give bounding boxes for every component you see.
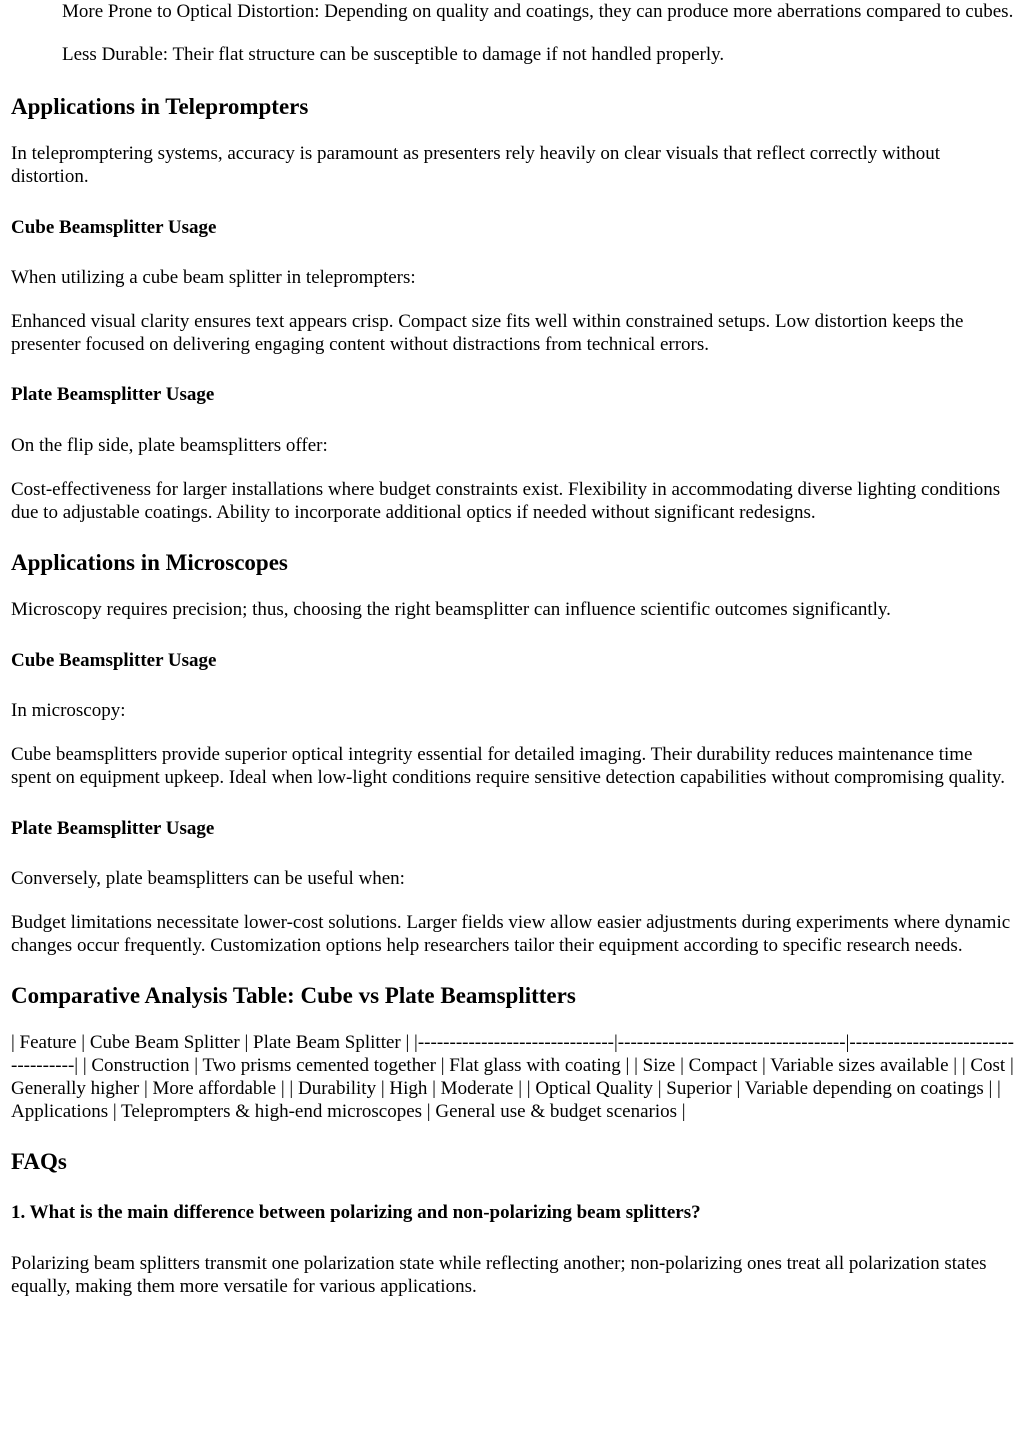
paragraph: When utilizing a cube beam splitter in teleprompters: <box>11 267 416 288</box>
subheading-cube-usage: Cube Beamsplitter Usage <box>11 650 217 671</box>
subheading-plate-usage: Plate Beamsplitter Usage <box>11 818 215 839</box>
faq-question: 1. What is the main difference between polarizing and non-polarizing beam splitters? <box>11 1202 701 1223</box>
paragraph: Cost-effectiveness for larger installations where budget constraints exist. Flexibility in accommodating diverse lighting conditions due to adjustable coatings. Ability to incorporate additional optics if needed without significant redesigns. <box>11 479 1001 523</box>
intro-list <box>62 0 1014 66</box>
paragraph: On the flip side, plate beamsplitters offer: <box>11 435 328 456</box>
comparison-table-text: | Feature | Cube Beam Splitter | Plate Beam Splitter | |-------------------------------|------------------------------------|------------------------------------| | Construction | Two prisms cemented together | Flat glass with coating | | Size | Compact | Variable sizes available | | Cost | Generally higher | More affordable | | Durability | High | Moderate | | Optical Quality | Superior | Variable depending on coatings | | Applications | Teleprompters & high-end microscopes | General use & budget scenarios | <box>11 1032 1014 1122</box>
subheading-plate-usage: Plate Beamsplitter Usage <box>11 384 215 405</box>
paragraph: Microscopy requires precision; thus, choosing the right beamsplitter can influence scientific outcomes significantly. <box>11 599 891 620</box>
paragraph: In microscopy: <box>11 700 126 721</box>
paragraph: Budget limitations necessitate lower-cost solutions. Larger fields view allow easier adjustments during experiments where dynamic changes occur frequently. Customization options help researchers tailor their equipment according to specific research needs. <box>11 912 1011 956</box>
list-item: More Prone to Optical Distortion: Depending on quality and coatings, they can produce more aberrations compared to cubes. <box>62 1 1014 22</box>
paragraph: Enhanced visual clarity ensures text appears crisp. Compact size fits well within constrained setups. Low distortion keeps the presenter focused on delivering engaging content without distractions from technical errors. <box>11 311 964 355</box>
section-heading-microscopes: Applications in Microscopes <box>11 550 288 575</box>
section-heading-teleprompters: Applications in Teleprompters <box>11 94 309 119</box>
paragraph: Conversely, plate beamsplitters can be useful when: <box>11 868 405 889</box>
section-heading-faqs: FAQs <box>11 1149 67 1174</box>
subheading-cube-usage: Cube Beamsplitter Usage <box>11 217 217 238</box>
paragraph: Cube beamsplitters provide superior optical integrity essential for detailed imaging. Their durability reduces maintenance time spent on equipment upkeep. Ideal when low-light conditions require sensitive detection capabilities without compromising quality. <box>11 744 1005 788</box>
faq-answer: Polarizing beam splitters transmit one polarization state while reflecting another; non-polarizing ones treat all polarization states equally, making them more versatile for various applications. <box>11 1253 987 1297</box>
list-item: Less Durable: Their flat structure can be susceptible to damage if not handled properly. <box>62 44 725 65</box>
paragraph: In telepromptering systems, accuracy is paramount as presenters rely heavily on clear visuals that reflect correctly without distortion. <box>11 143 941 187</box>
section-heading-comparison: Comparative Analysis Table: Cube vs Plate Beamsplitters <box>11 983 576 1008</box>
